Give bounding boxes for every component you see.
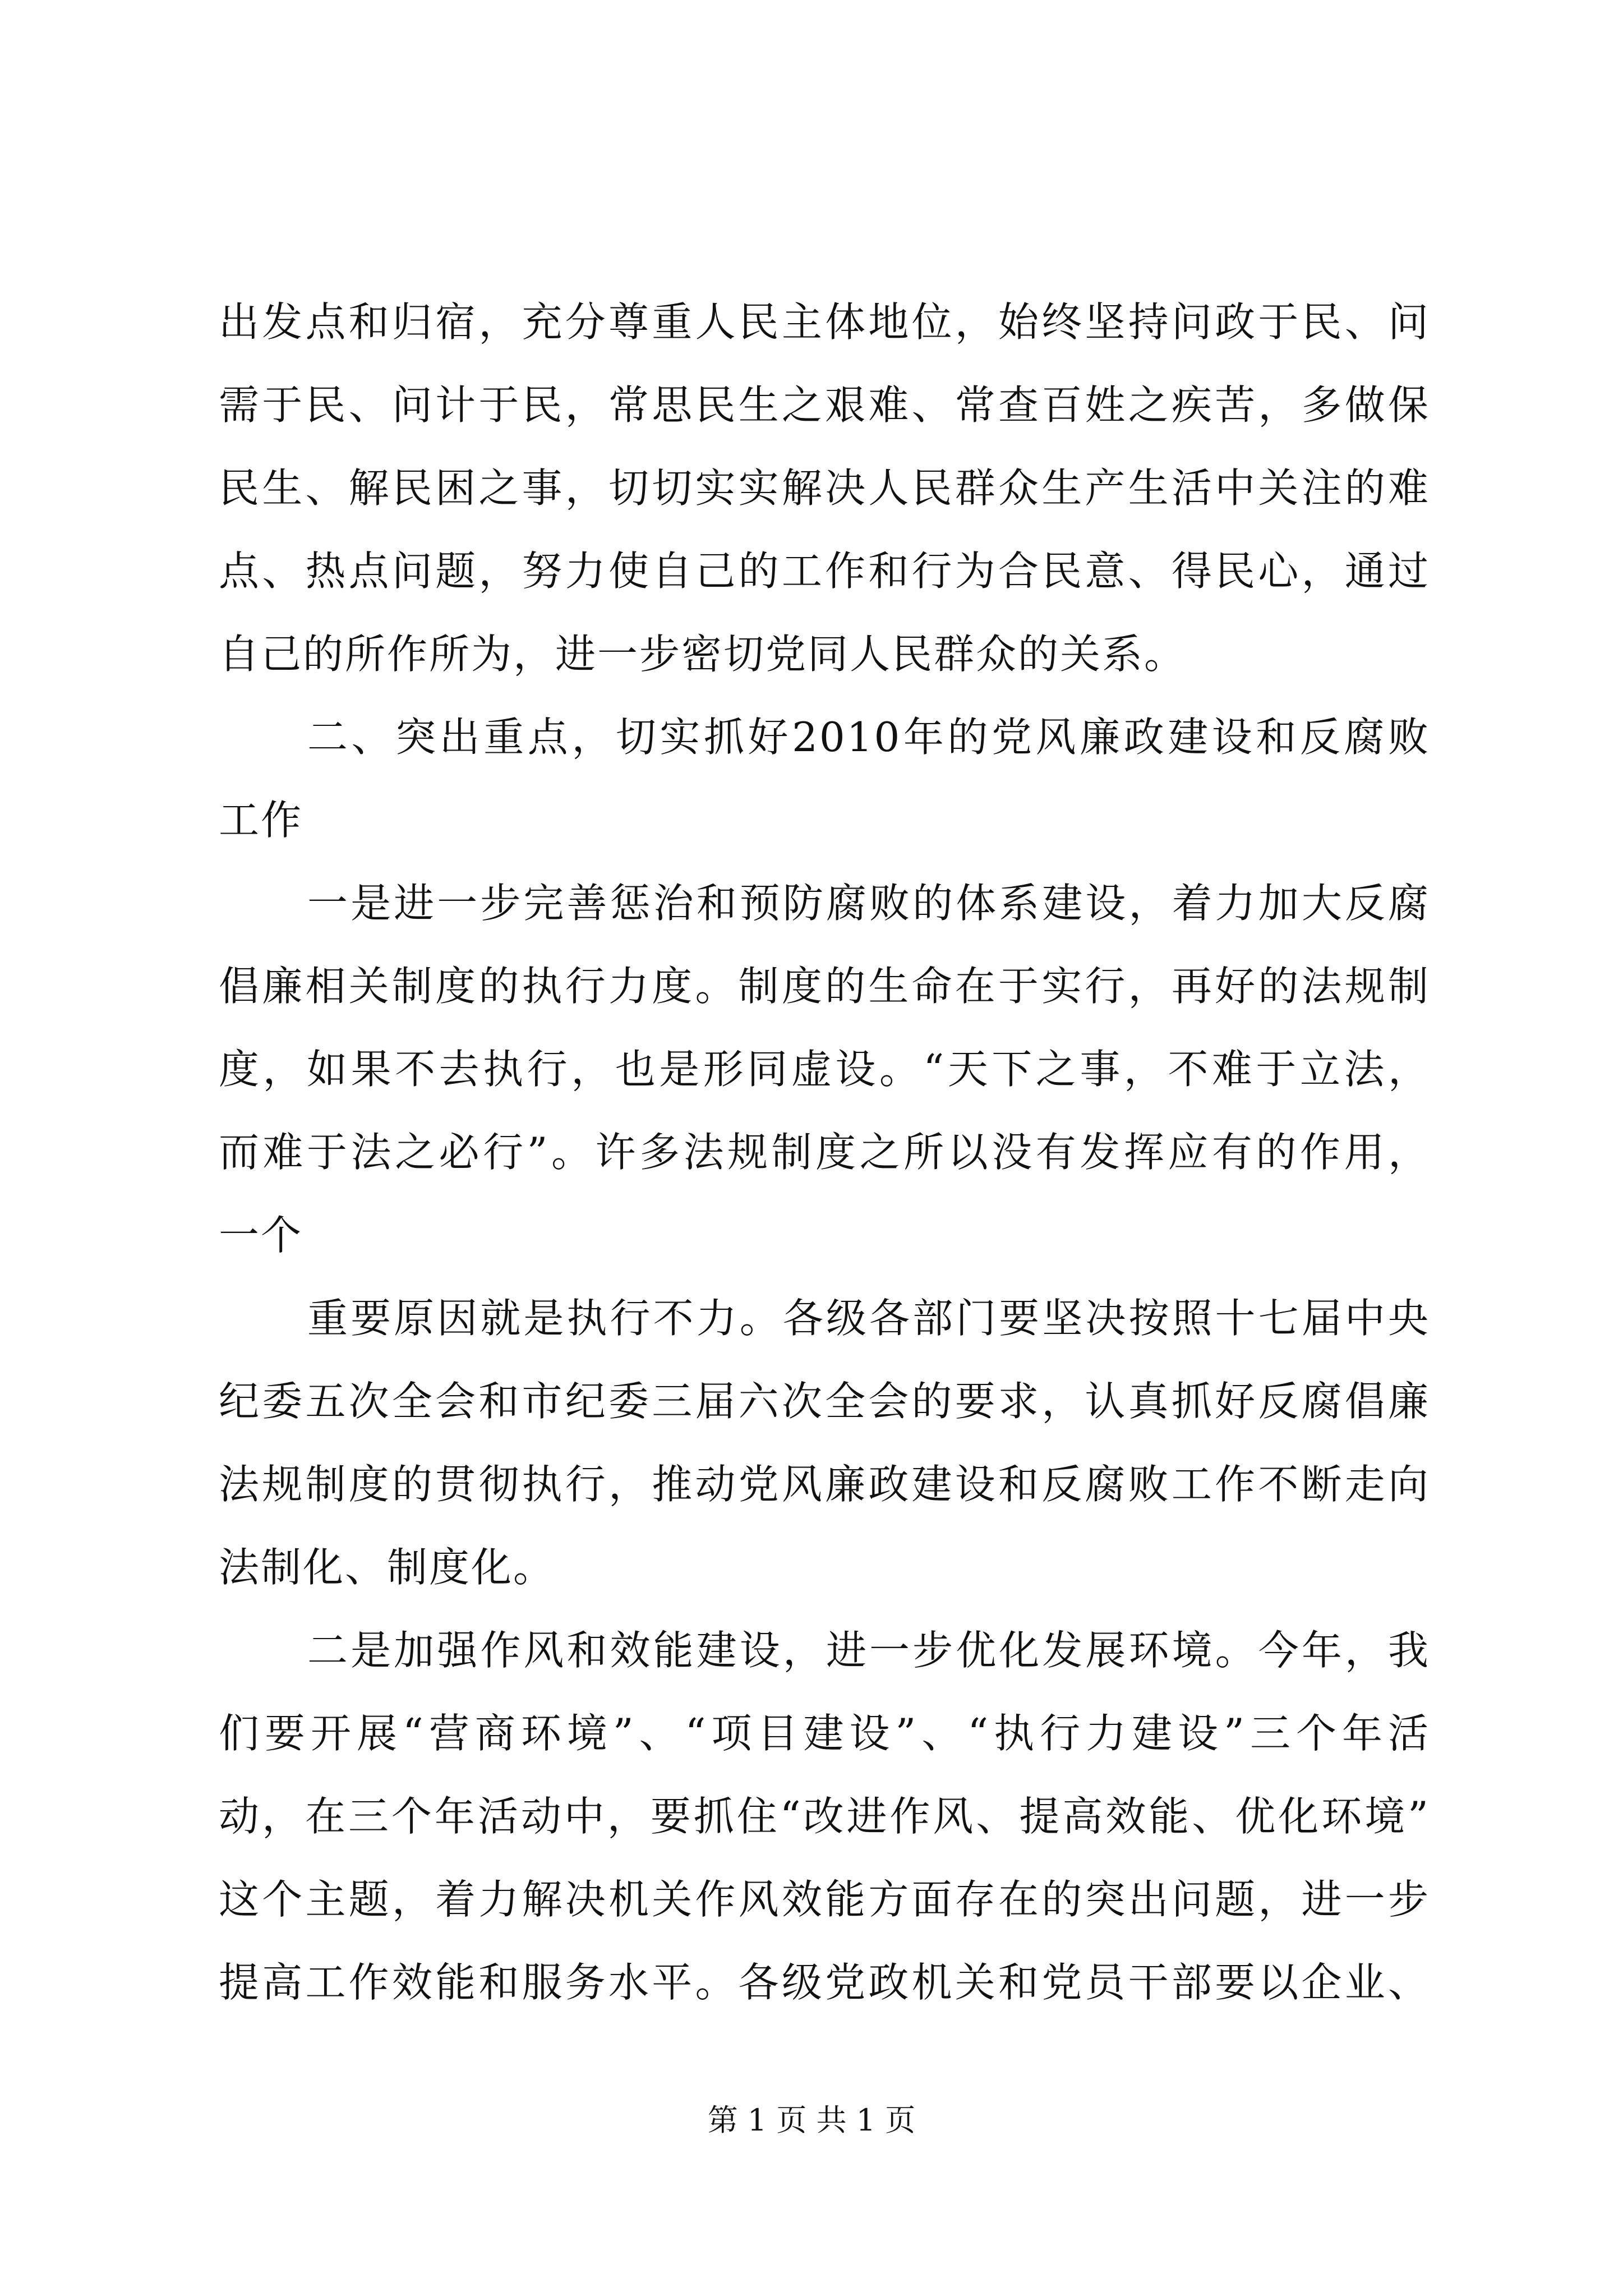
text-line: 倡廉相关制度的执行力度。制度的生命在于实行，再好的法规制 — [219, 963, 1430, 1010]
text-line: 工作 — [219, 797, 303, 844]
text-line: 二、突出重点，切实抓好2010年的党风廉政建设和反腐败 — [307, 714, 1430, 761]
text-line: 法规制度的贯彻执行，推动党风廉政建设和反腐败工作不断走向 — [219, 1461, 1430, 1508]
text-line: 出发点和归宿，充分尊重人民主体地位，始终坚持问政于民、问 — [219, 298, 1430, 346]
text-line: 纪委五次全会和市纪委三届六次全会的要求，认真抓好反腐倡廉 — [219, 1378, 1430, 1425]
text-line: 一是进一步完善惩治和预防腐败的体系建设，着力加大反腐 — [307, 880, 1430, 927]
text-line: 而难于法之必行”。许多法规制度之所以没有发挥应有的作用， — [219, 1129, 1430, 1176]
text-line: 提高工作效能和服务水平。各级党政机关和党员干部要以企业、 — [219, 1959, 1430, 2006]
text-line: 这个主题，着力解决机关作风效能方面存在的突出问题，进一步 — [219, 1876, 1430, 1923]
document-body — [219, 280, 1430, 2024]
text-line: 动，在三个年活动中，要抓住“改进作风、提高效能、优化环境” — [219, 1793, 1430, 1840]
text-line: 民生、解民困之事，切切实实解决人民群众生产生活中关注的难 — [219, 464, 1430, 512]
text-line: 们要开展“营商环境”、“项目建设”、“执行力建设”三个年活 — [219, 1710, 1430, 1757]
text-line: 度，如果不去执行，也是形同虚设。“天下之事，不难于立法， — [219, 1046, 1430, 1093]
text-line: 一个 — [219, 1212, 303, 1259]
page-footer: 第 1 页 共 1 页 — [707, 2102, 916, 2138]
text-line: 二是加强作风和效能建设，进一步优化发展环境。今年，我 — [307, 1627, 1430, 1674]
text-line: 需于民、问计于民，常思民生之艰难、常查百姓之疾苦，多做保 — [219, 381, 1430, 429]
text-line: 法制化、制度化。 — [219, 1544, 556, 1591]
text-line: 重要原因就是执行不力。各级各部门要坚决按照十七届中央 — [307, 1295, 1430, 1342]
text-line: 点、热点问题，努力使自己的工作和行为合民意、得民心，通过 — [219, 547, 1430, 595]
text-line: 自己的所作所为，进一步密切党同人民群众的关系。 — [219, 631, 1187, 678]
